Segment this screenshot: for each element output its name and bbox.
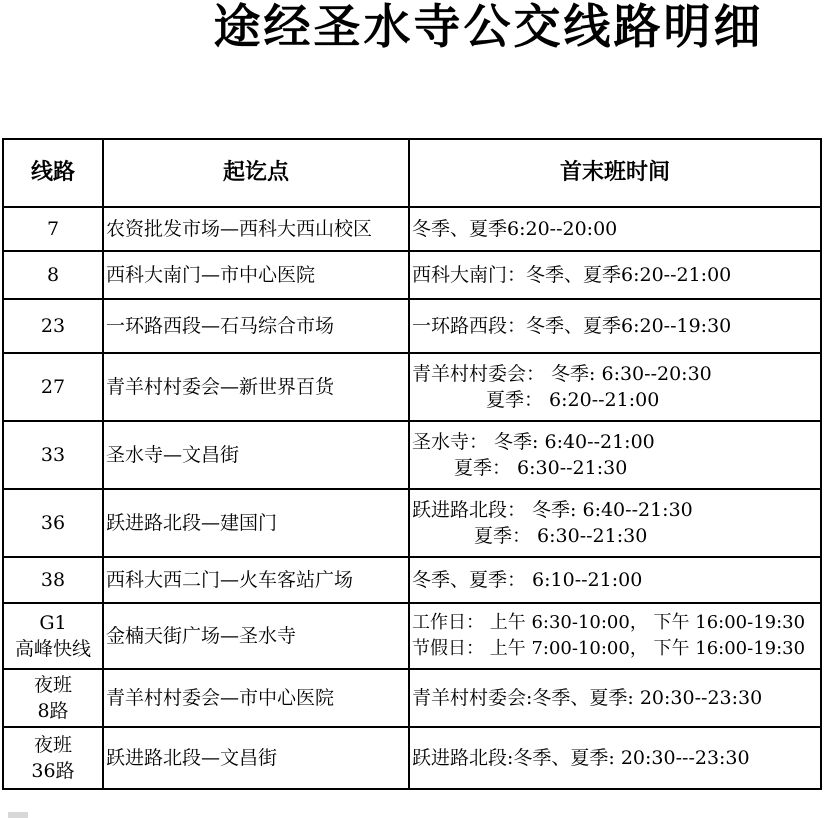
- table-row: [3, 489, 821, 557]
- route-number: [3, 727, 103, 789]
- route-number: [3, 603, 103, 669]
- route-line: 8路: [37, 700, 69, 722]
- route-number: 36: [3, 489, 103, 557]
- table-row: [3, 727, 821, 789]
- table-row: [3, 251, 821, 299]
- table-row: [3, 299, 821, 353]
- times-line: 跃进路北段： 冬季: 6:40--21:30: [412, 499, 693, 521]
- route-number: 23: [3, 299, 103, 353]
- times-line: 夏季： 6:20--21:00: [486, 389, 660, 411]
- route-table: [2, 138, 822, 790]
- times-line: 节假日： 上午 7:00-10:00， 下午 16:00-19:30: [412, 638, 806, 659]
- table-row: [3, 669, 821, 727]
- times-line: 工作日： 上午 6:30-10:00， 下午 16:00-19:30: [412, 612, 806, 633]
- route-times: 一环路西段：冬季、夏季6:20--19:30: [409, 299, 821, 353]
- route-endpoints: 西科大南门—市中心医院: [103, 251, 409, 299]
- route-number: 27: [3, 353, 103, 421]
- route-endpoints: 圣水寺—文昌街: [103, 421, 409, 489]
- table-row: [3, 603, 821, 669]
- times-line: 夏季： 6:30--21:30: [474, 525, 648, 547]
- table-row: [3, 353, 821, 421]
- route-line: 夜班: [33, 734, 72, 756]
- route-times: 冬季、夏季6:20--20:00: [409, 207, 821, 251]
- route-endpoints: 青羊村村委会—市中心医院: [103, 669, 409, 727]
- table-row: [3, 557, 821, 603]
- route-times: 青羊村村委会:冬季、夏季: 20:30--23:30: [409, 669, 821, 727]
- times-line: 夏季： 6:30--21:30: [454, 457, 628, 479]
- route-number: 33: [3, 421, 103, 489]
- route-endpoints: 青羊村村委会—新世界百货: [103, 353, 409, 421]
- scan-artifact: [8, 812, 28, 818]
- table-header-row: [3, 139, 821, 207]
- route-number: 7: [3, 207, 103, 251]
- route-line: 夜班: [33, 674, 72, 696]
- route-times: 跃进路北段:冬季、夏季: 20:30---23:30: [409, 727, 821, 789]
- table-row: [3, 421, 821, 489]
- route-endpoints: 农资批发市场—西科大西山校区: [103, 207, 409, 251]
- times-line: 圣水寺： 冬季: 6:40--21:00: [412, 431, 655, 453]
- route-times: [409, 421, 821, 489]
- route-number: 8: [3, 251, 103, 299]
- route-line: 高峰快线: [14, 638, 91, 660]
- route-endpoints: 金楠天街广场—圣水寺: [103, 603, 409, 669]
- route-endpoints: 跃进路北段—文昌街: [103, 727, 409, 789]
- times-line: 青羊村村委会： 冬季: 6:30--20:30: [412, 363, 712, 385]
- route-times: 西科大南门：冬季、夏季6:20--21:00: [409, 251, 821, 299]
- header-route: 线路: [3, 139, 103, 207]
- route-endpoints: 西科大西二门—火车客站广场: [103, 557, 409, 603]
- route-times: [409, 353, 821, 421]
- route-number: 38: [3, 557, 103, 603]
- page-title: 途经圣水寺公交线路明细: [213, 0, 764, 55]
- route-times: [409, 489, 821, 557]
- header-times: 首末班时间: [409, 139, 821, 207]
- route-line: 36路: [31, 760, 75, 782]
- route-endpoints: 跃进路北段—建国门: [103, 489, 409, 557]
- route-endpoints: 一环路西段—石马综合市场: [103, 299, 409, 353]
- route-times: 冬季、夏季： 6:10--21:00: [409, 557, 821, 603]
- header-endpoints: 起讫点: [103, 139, 409, 207]
- route-line: G1: [39, 612, 67, 634]
- table-row: [3, 207, 821, 251]
- route-times: [409, 603, 821, 669]
- route-number: [3, 669, 103, 727]
